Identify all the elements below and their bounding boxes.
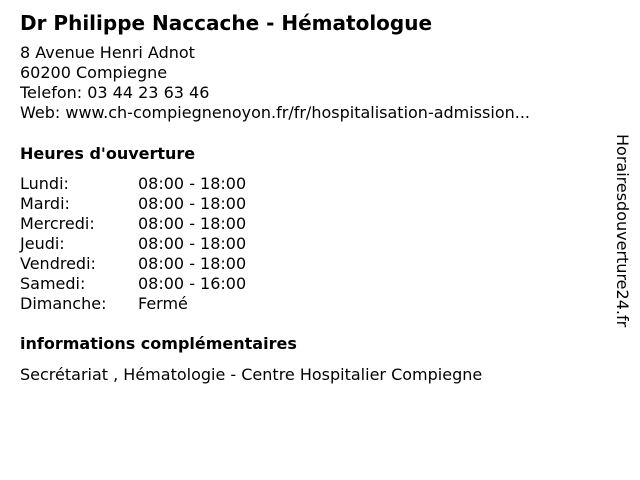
street-address: 8 Avenue Henri Adnot bbox=[20, 43, 195, 62]
time-value: 08:00 - 18:00 bbox=[138, 214, 247, 233]
time-value: 08:00 - 18:00 bbox=[138, 174, 247, 193]
site-watermark: Horairesdouverture24.fr bbox=[613, 134, 632, 328]
day-label: Mardi: bbox=[20, 194, 70, 213]
day-label: Mercredi: bbox=[20, 214, 95, 233]
day-label: Lundi: bbox=[20, 174, 69, 193]
time-value: 08:00 - 18:00 bbox=[138, 194, 247, 213]
address-block bbox=[20, 43, 530, 123]
day-label: Jeudi: bbox=[20, 234, 65, 253]
city-postcode: 60200 Compiegne bbox=[20, 63, 168, 82]
website-link[interactable]: Web: www.ch-compiegnenoyon.fr/fr/hospitalisation-admission... bbox=[20, 103, 531, 122]
day-label: Dimanche: bbox=[20, 294, 107, 313]
opening-hours-heading: Heures d'ouverture bbox=[20, 144, 196, 163]
day-label: Samedi: bbox=[20, 274, 86, 293]
additional-info-text: Secrétariat , Hématologie - Centre Hospitalier Compiegne bbox=[20, 365, 483, 384]
page-title: Dr Philippe Naccache - Hématologue bbox=[20, 11, 433, 35]
additional-info-heading: informations complémentaires bbox=[20, 334, 297, 353]
day-label: Vendredi: bbox=[20, 254, 96, 273]
time-value: 08:00 - 16:00 bbox=[138, 274, 247, 293]
phone-number: Telefon: 03 44 23 63 46 bbox=[20, 83, 210, 102]
time-value: Fermé bbox=[138, 294, 188, 313]
time-value: 08:00 - 18:00 bbox=[138, 234, 247, 253]
time-value: 08:00 - 18:00 bbox=[138, 254, 247, 273]
